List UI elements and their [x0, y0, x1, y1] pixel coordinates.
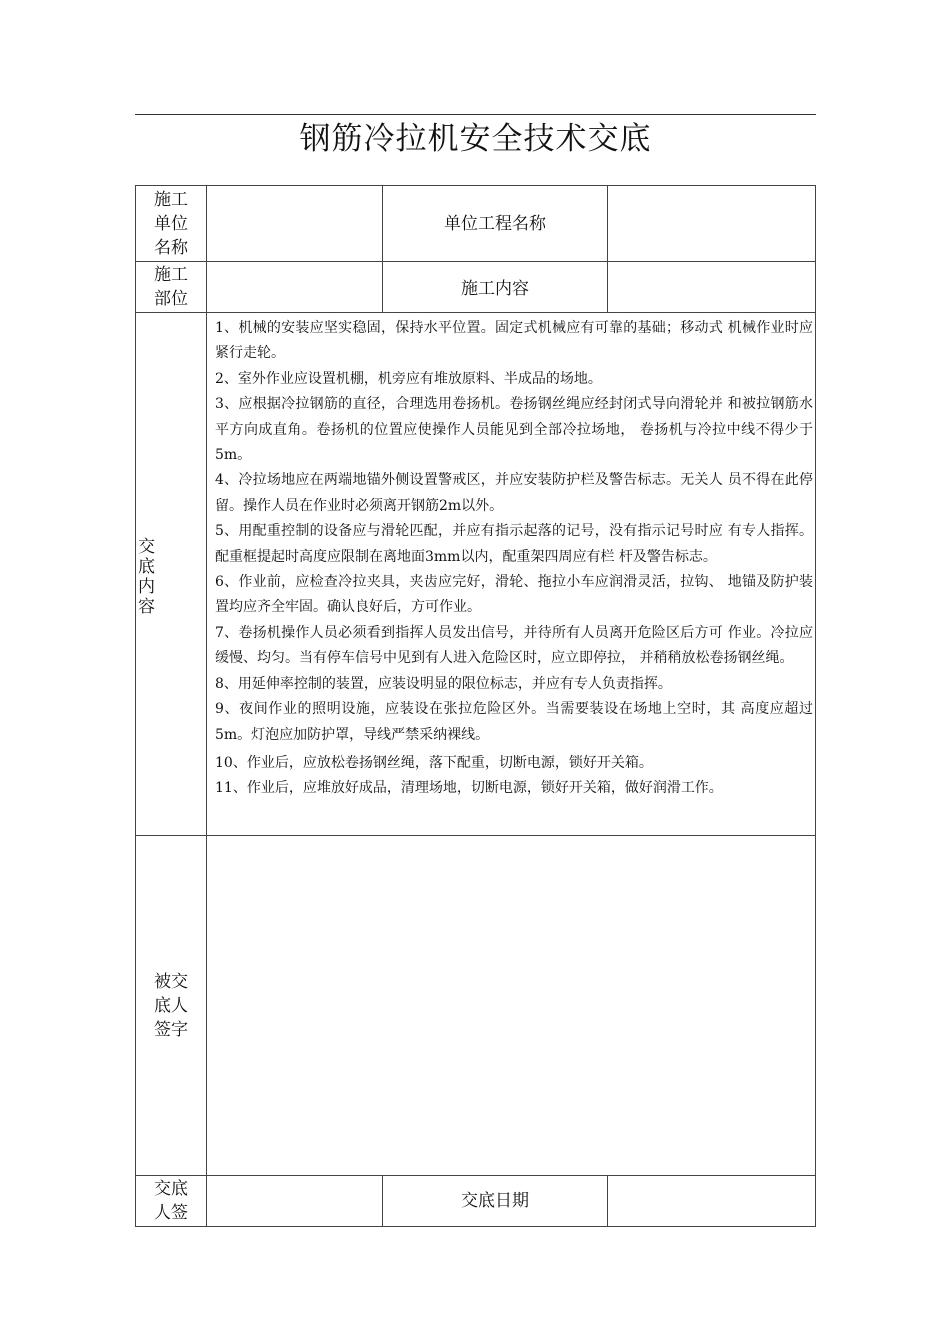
- briefing-item-9: 9、夜间作业的照明设施，应装设在张拉危险区外。当需要装设在场地上空时，其 高度应超过5m。灯泡应加防护罩，导线严禁采纳裸线。: [215, 701, 813, 743]
- briefing-item-7: 7、卷扬机操作人员必须看到指挥人员发出信号，并待所有人员离开危险区后方可 作业。冷拉应缓慢、均匀。当有停车信号中见到有人进入危险区时，应立即停拉， 并稍稍放松卷扬钢丝绳。: [215, 624, 813, 667]
- recipient-signature-label: 被交底人签字: [154, 971, 188, 1040]
- briefing-date-label: 交底日期: [461, 1191, 529, 1211]
- construction-content-value[interactable]: [607, 261, 816, 313]
- construction-part-label-cell: [135, 261, 207, 313]
- document-title: 钢筋冷拉机安全技术交底: [299, 121, 652, 157]
- briefer-signature-value[interactable]: [206, 1175, 383, 1227]
- briefing-content-body: [206, 312, 816, 836]
- project-name-label-cell: [382, 185, 608, 262]
- briefing-item-10: 10、作业后，应放松卷扬钢丝绳，落下配重，切断电源，锁好开关箱。: [215, 754, 653, 771]
- briefing-item-5: 5、用配重控制的设备应与滑轮匹配，并应有指示起落的记号，没有指示记号时应 有专人指挥。配重框提起时高度应限制在离地面3mm以内，配重架四周应有栏 杆及警告标志。: [215, 523, 813, 565]
- construction-content-label-cell: [382, 261, 608, 313]
- briefing-item-11: 11、作业后，应堆放好成品，清理场地，切断电源，锁好开关箱，做好润滑工作。: [215, 780, 723, 797]
- briefer-signature-label: 交底人签: [154, 1179, 188, 1223]
- briefing-item-6: 6、作业前，应检查冷拉夹具，夹齿应完好，滑轮、拖拉小车应润滑灵活，拉钩、 地锚及防护装置均应齐全牢固。确认良好后，方可作业。: [215, 574, 813, 616]
- construction-content-label: 施工内容: [461, 279, 529, 299]
- construction-unit-value[interactable]: [206, 185, 383, 262]
- recipient-signature-label-cell: [135, 835, 207, 1176]
- briefing-date-label-cell: [382, 1175, 608, 1227]
- briefing-date-value[interactable]: [607, 1175, 816, 1227]
- briefing-item-2: 2、室外作业应设置机棚，机旁应有堆放原料、半成品的场地。: [215, 370, 602, 387]
- construction-unit-label-cell: [135, 185, 207, 262]
- title-rule: [135, 114, 816, 115]
- briefing-item-8: 8、用延伸率控制的装置，应装设明显的限位标志，并应有专人负责指挥。: [215, 675, 672, 692]
- project-name-label: 单位工程名称: [444, 213, 546, 234]
- briefing-item-3: 3、应根据冷拉钢筋的直径，合理选用卷扬机。卷扬钢丝绳应经封闭式导向滑轮并 和被拉钢筋水平方向成直角。卷扬机的位置应使操作人员能见到全部冷拉场地， 卷扬机与冷拉中线不得少于5m。: [215, 396, 813, 464]
- briefing-content-label-cell: [135, 312, 207, 836]
- recipient-signature-area[interactable]: [206, 835, 816, 1176]
- project-name-value[interactable]: [607, 185, 816, 262]
- briefing-content-label: 交底内容: [138, 537, 155, 617]
- briefing-item-4: 4、冷拉场地应在两端地锚外侧设置警戒区，并应安装防护栏及警告标志。无关人 员不得在此停留。操作人员在作业时必须离开钢筋2m以外。: [215, 472, 813, 514]
- construction-part-label: 施工部位: [154, 265, 188, 309]
- briefing-item-1: 1、机械的安装应坚实稳固，保持水平位置。固定式机械应有可靠的基础；移动式 机械作业时应 紧行走轮。: [215, 320, 813, 362]
- construction-part-value[interactable]: [206, 261, 383, 313]
- briefer-signature-label-cell: [135, 1175, 207, 1227]
- construction-unit-label: 施工单位名称: [154, 189, 188, 258]
